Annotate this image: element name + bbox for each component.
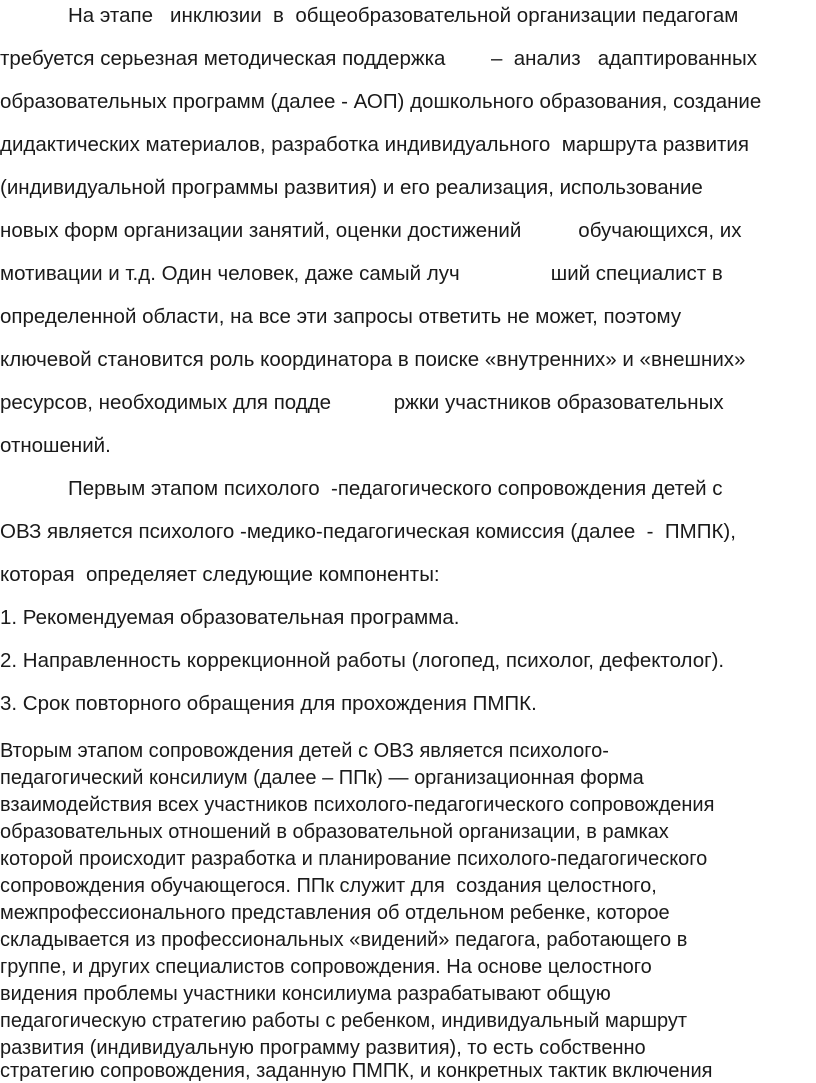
text-line: 1. Рекомендуемая образовательная программа. xyxy=(0,606,460,629)
text-line: 2. Направленность коррекционной работы (логопед, психолог, дефектолог). xyxy=(0,649,725,672)
text-line: межпрофессионального представления об отдельном ребенке, которое xyxy=(0,902,670,924)
text-line: На этапе инклюзии в общеобразовательной организации педагогам xyxy=(68,4,739,27)
paragraph-line xyxy=(0,956,816,979)
paragraph-line xyxy=(0,90,816,114)
paragraph-line xyxy=(0,176,816,200)
paragraph-line xyxy=(0,848,816,871)
text-line: (индивидуальной программы развития) и его реализация, использование xyxy=(0,176,703,199)
text-line: видения проблемы участники консилиума разрабатывают общую xyxy=(0,983,611,1005)
text-line: педагогический консилиум (далее – ППк) — организационная форма xyxy=(0,767,644,789)
paragraph-line xyxy=(0,348,816,372)
text-line: которой происходит разработка и планирование психолого-педагогического xyxy=(0,848,708,870)
paragraph-line xyxy=(0,477,816,501)
text-line: сопровождения обучающегося. ППк служит для создания целостного, xyxy=(0,875,657,897)
paragraph-line xyxy=(0,794,816,817)
paragraph-line xyxy=(0,391,816,415)
paragraph-line xyxy=(0,875,816,898)
paragraph-line xyxy=(0,305,816,329)
text-line: развития (индивидуальную программу развития), то есть собственно xyxy=(0,1037,646,1059)
paragraph-line xyxy=(0,4,816,28)
text-line: взаимодействия всех участников психолого-педагогического сопровождения xyxy=(0,794,715,816)
paragraph-line xyxy=(0,563,816,587)
paragraph-line xyxy=(0,1037,816,1060)
text-line: новых форм организации занятий, оценки достижений обучающихся, их xyxy=(0,219,742,242)
text-line: мотивации и т.д. Один человек, даже самый луч ший специалист в xyxy=(0,262,723,285)
paragraph-line xyxy=(0,219,816,243)
text-line: складывается из профессиональных «видений» педагога, работающего в xyxy=(0,929,688,951)
paragraph-line xyxy=(0,1010,816,1033)
paragraph-line xyxy=(0,262,816,286)
paragraph-line xyxy=(0,1060,816,1083)
text-line: стратегию сопровождения, заданную ПМПК, и конкретных тактик включения xyxy=(0,1060,713,1082)
text-line: 3. Срок повторного обращения для прохождения ПМПК. xyxy=(0,692,537,715)
text-line: педагогическую стратегию работы с ребенком, индивидуальный маршрут xyxy=(0,1010,688,1032)
paragraph-line xyxy=(0,434,816,458)
list-item xyxy=(0,606,816,630)
paragraph-line xyxy=(0,902,816,925)
list-item xyxy=(0,692,816,716)
paragraph-line xyxy=(0,821,816,844)
text-line: дидактических материалов, разработка индивидуального маршрута развития xyxy=(0,133,749,156)
text-line: образовательных программ (далее - АОП) дошкольного образования, создание xyxy=(0,90,762,113)
paragraph-line xyxy=(0,983,816,1006)
text-line: отношений. xyxy=(0,434,111,457)
text-line: которая определяет следующие компоненты: xyxy=(0,563,440,586)
paragraph-line xyxy=(0,133,816,157)
paragraph-line xyxy=(0,740,816,763)
paragraph-line xyxy=(0,520,816,544)
text-line: Первым этапом психолого -педагогического сопровождения детей с xyxy=(68,477,723,500)
text-line: требуется серьезная методическая поддержка – анализ адаптированных xyxy=(0,47,757,70)
paragraph-line xyxy=(0,929,816,952)
text-line: ресурсов, необходимых для подде ржки участников образовательных xyxy=(0,391,724,414)
text-line: ключевой становится роль координатора в поиске «внутренних» и «внешних» xyxy=(0,348,746,371)
text-line: образовательных отношений в образовательной организации, в рамках xyxy=(0,821,669,843)
text-line: группе, и других специалистов сопровождения. На основе целостного xyxy=(0,956,652,978)
text-line: Вторым этапом сопровождения детей с ОВЗ является психолого- xyxy=(0,740,609,762)
list-item xyxy=(0,649,816,673)
text-line: определенной области, на все эти запросы ответить не может, поэтому xyxy=(0,305,682,328)
text-line: ОВЗ является психолого -медико-педагогическая комиссия (далее - ПМПК), xyxy=(0,520,736,543)
paragraph-line xyxy=(0,767,816,790)
paragraph-line xyxy=(0,47,816,71)
